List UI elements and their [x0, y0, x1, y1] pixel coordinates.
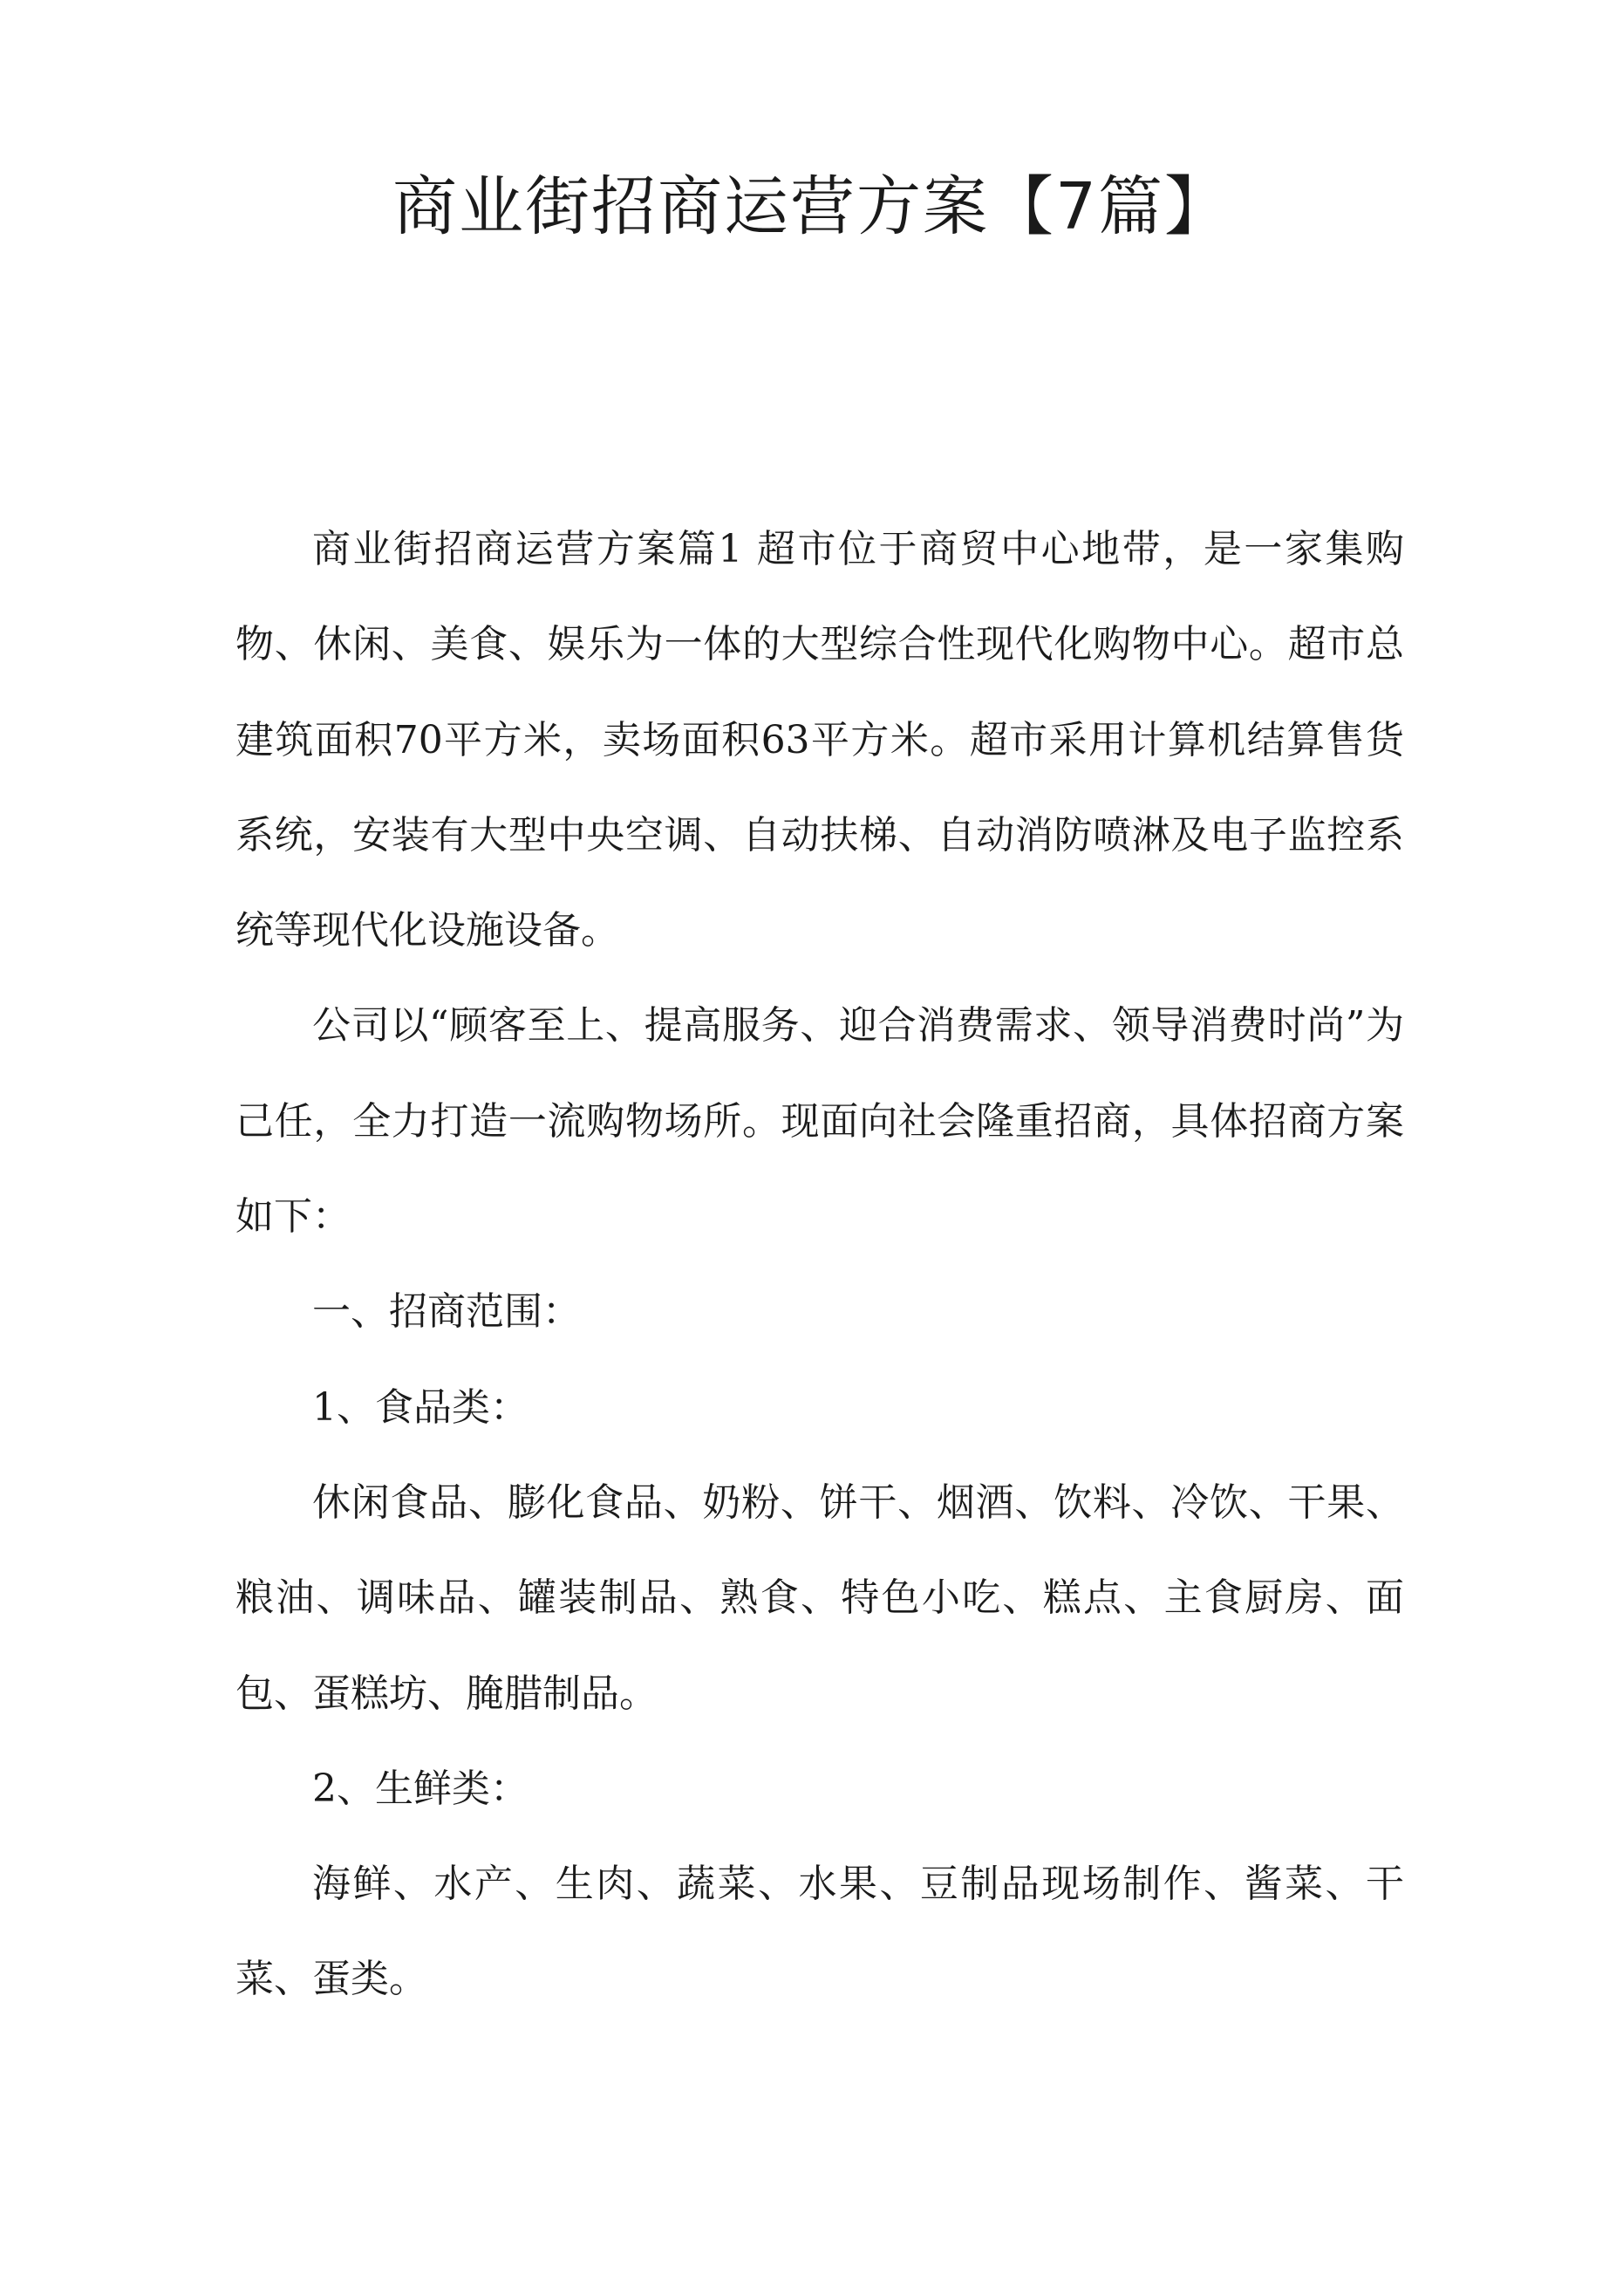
paragraph-company-mission: 公司以“顾客至上、提高服务、迎合消费需求、领导消费时尚”为己任，全力打造一流购物场所。现面向社会隆重招商，具体招商方案如下：: [235, 1003, 1404, 1240]
paragraph-fresh-items: 海鲜、水产、生肉、蔬菜、水果、豆制品现场制作、酱菜、干菜、蛋类。: [235, 1862, 1404, 2002]
paragraph-food-items: 休闲食品、膨化食品、奶粉、饼干、烟酒、饮料、冷饮、干果、粮油、调味品、罐装制品、熟食、特色小吃、糕点、主食厨房、面包、蛋糕坊、腌腊制品。: [235, 1479, 1404, 1716]
document-title: 商业街招商运营方案【7篇】: [392, 169, 1231, 244]
subheading-food: 1、食品类：: [312, 1384, 528, 1430]
paragraph-intro: 商业街招商运营方案篇1 超市位于商贸中心地带，是一家集购物、休闲、美食、娱乐为一体的大型综合性现代化购物中心。超市总建筑面积70平方米，卖场面积63平方米。超市采用计算机结算售货系统，安装有大型中央空调、自动扶梯、自动消防喷淋及电子监控系统等现代化设施设备。: [235, 527, 1404, 953]
heading-scope: 一、招商范围：: [312, 1289, 581, 1335]
subheading-fresh: 2、生鲜类：: [312, 1766, 528, 1811]
document-body: [235, 502, 1404, 2027]
